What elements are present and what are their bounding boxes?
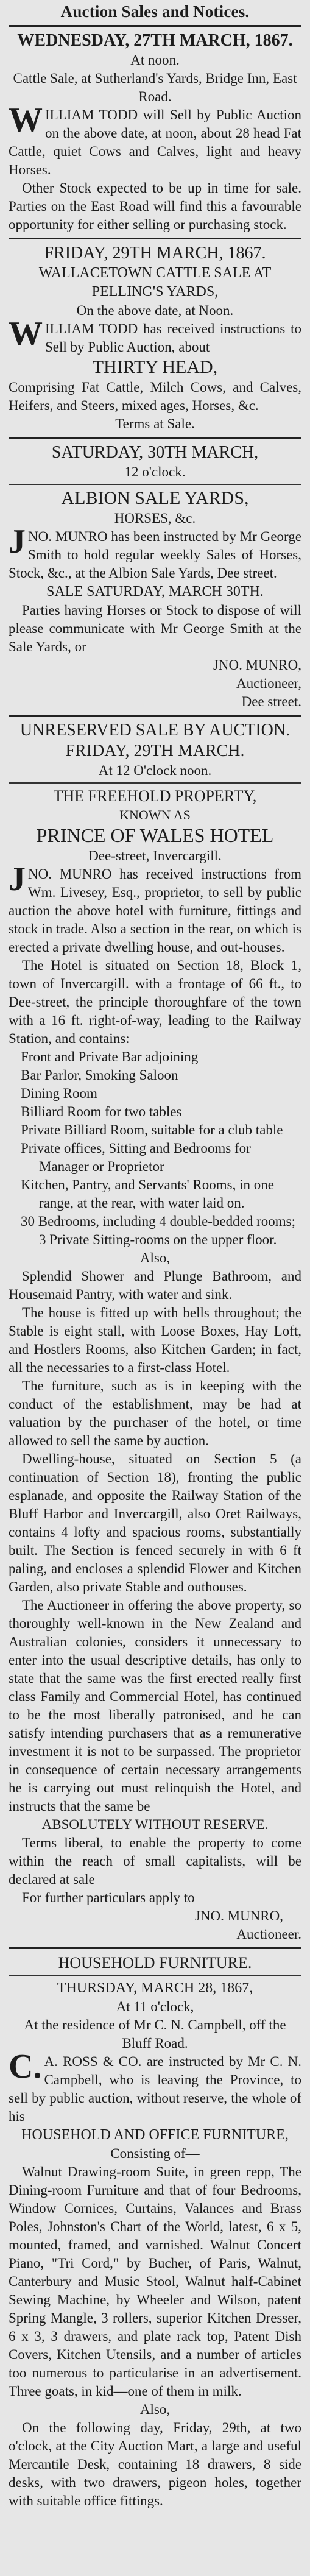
- list-item: Private offices, Sitting and Bedrooms for Manager or Proprietor: [21, 1141, 251, 1174]
- divider: [9, 1975, 301, 1976]
- ad5-date: THURSDAY, MARCH 28, 1867,: [57, 1980, 253, 1996]
- ad2-title: WALLACETOWN CATTLE SALE AT PELLING'S YARDS,: [38, 265, 272, 300]
- divider: [9, 782, 301, 784]
- divider: [9, 715, 301, 717]
- ad2-list: Comprising Fat Cattle, Milch Cows, and Calves, Heifers, and Steers, mixed ages, Horses, &c.: [9, 380, 301, 413]
- ad4-p1: JNO. MUNRO has received instructions from Wm. Livesey, Esq., proprietor, to sell by public auction the above hotel with furniture, fittings and stock in trade. Also a section in the rear, on which is erected a private dwelling house, and out-houses.: [9, 860, 301, 955]
- list-item: Front and Private Bar adjoining: [21, 1049, 199, 1064]
- ad3-body2: Parties having Horses or Stock to dispose of will please communicate with Mr George Smith at the Sale Yards, or: [9, 603, 301, 654]
- divider: [9, 1947, 301, 1949]
- room-list: [9, 1048, 301, 1249]
- ad4-title: UNRESERVED SALE BY AUCTION.: [19, 721, 291, 740]
- ad5-time: At 11 o'clock,: [116, 1999, 194, 2014]
- ad3-title: ALBION SALE YARDS,: [61, 488, 249, 508]
- ad4-p3: Splendid Shower and Plunge Bathroom, and Housemaid Pantry, with water and sink.: [9, 1269, 301, 1302]
- ad2-head: THIRTY HEAD,: [92, 357, 218, 377]
- ad3-sale: SALE SATURDAY, MARCH 30TH.: [46, 584, 264, 600]
- ad2-date: FRIDAY, 29TH MARCH, 1867.: [44, 244, 266, 263]
- ad4-p7: The Auctioneer in offering the above property, so thoroughly well-known in the New Zealand and Australian colonies, considers it unnecessary to enter into the usual descriptive details, has only to state that the same was the first erected really first class Family and Commercial Hotel, has continued to be the most liberally patronised, and he can satisfy intending purchasers that as a remunerative investment it is not to be surpassed. The proprietor in consequence of certain necessary arrangements he is carrying out must relinquish the Hotel, and instructs that the same be: [9, 1598, 301, 1814]
- ad1-place: Cattle Sale, at Sutherland's Yards, Bridge Inn, East Road.: [13, 71, 297, 104]
- ad1-date: WEDNESDAY, 27TH MARCH, 1867.: [17, 31, 293, 50]
- ad4-sig: JNO. MUNRO,: [194, 1908, 283, 1923]
- ad5-cons: Consisting of—: [110, 2146, 200, 2161]
- ad3-sig2: Auctioneer,: [236, 676, 301, 691]
- ad4-reserve: ABSOLUTELY WITHOUT RESERVE.: [41, 1817, 269, 1832]
- ad-household-furniture: [9, 1953, 301, 2510]
- ad3-body: JNO. MUNRO has been instructed by Mr George Smith to hold regular weekly Sales of Horses, Stock, &c., at the Albion Sale Yards, Dee street.: [9, 523, 301, 581]
- ad4-p5: The furniture, such as is in keeping with the conduct of the establishment, may be had at valuation by the purchaser of the hotel, or time allowed to sell the same by auction.: [9, 1378, 301, 1448]
- ad2-body: WILLIAM TODD has received instructions to Sell by Public Auction, about: [9, 315, 301, 355]
- ad2-sub: On the above date, at Noon.: [76, 303, 234, 318]
- list-item: Bar Parlor, Smoking Saloon: [21, 1067, 178, 1083]
- ad1-time: At noon.: [130, 52, 180, 68]
- ad4-p4: The house is fitted up with bells throughout; the Stable is eight stall, with Loose Boxes, Hay Loft, and Hostlers Rooms, also Kitchen Garden; in fact, all the necessaries to a first-class Hotel.: [9, 1305, 301, 1375]
- ad5-place: At the residence of Mr C. N. Campbell, off the Bluff Road.: [24, 2017, 286, 2051]
- ad4-sig2: Auctioneer.: [236, 1927, 301, 1942]
- ad3-sig: JNO. MUNRO,: [213, 657, 301, 673]
- ad3-sub: HORSES, &c.: [114, 511, 196, 526]
- ad4-p6: Dwelling-house, situated on Section 5 (a continuation of Section 18), fronting the public esplanade, and opposite the Railway Station of the Bluff Harbor and Invercargill, also Oret Railways, contains 4 lofty and spacious rooms, substantially built. The Section is fenced securely in with 6 ft paling, and encloses a splendid Flower and Kitchen Garden, also private Stable and outhouses.: [9, 1451, 301, 1594]
- ad4-p2: The Hotel is situated on Section 18, Block 1, town of Invercargill. with a frontage of 66 ft., to Dee-street, the principle thoroughfare of the town with a 16 ft. right-of-way, leading to the Railway Station, and contains:: [9, 958, 301, 1046]
- ad4-time: At 12 O'clock noon.: [98, 763, 212, 778]
- ad5-title: HOUSEHOLD FURNITURE.: [58, 1954, 252, 1972]
- ad5-head: HOUSEHOLD AND OFFICE FURNITURE,: [21, 2127, 289, 2143]
- ad4-name: PRINCE OF WALES HOTEL: [36, 824, 274, 846]
- ad1-body2: Other Stock expected to be up in time for sale. Parties on the East Road will find this a favourable opportunity for either selling or purchasing stock.: [9, 180, 301, 232]
- ad4-p9: For further particulars apply to: [22, 1890, 195, 1905]
- ad-wallacetown-cattle-sale: [9, 243, 301, 433]
- ad4-date: FRIDAY, 29TH MARCH.: [65, 741, 245, 760]
- ad5-p3: On the following day, Friday, 29th, at two o'clock, at the City Auction Mart, a large and useful Mercantile Desk, containing 18 drawers, 8 side desks, with two drawers, pigeon holes, together with suitable office fittings.: [9, 2420, 301, 2508]
- masthead-rule: [9, 25, 301, 27]
- ad4-p8: Terms liberal, to enable the property to come within the reach of small capitalists, will be declared at sale: [9, 1835, 301, 1887]
- list-item: 30 Bedrooms, including 4 double-bedded rooms; 3 Private Sitting-rooms on the upper floor.: [21, 1214, 295, 1247]
- masthead: Auction Sales and Notices.: [60, 2, 250, 21]
- ad3-time: 12 o'clock.: [124, 464, 186, 479]
- ad5-p1: C.A. ROSS & CO. are instructed by Mr C. N. Campbell, who is leaving the Province, to sell by public auction, without reserve, the whole of his: [9, 2048, 301, 2124]
- ad3-sig3: Dee street.: [241, 694, 301, 709]
- ad-cattle-sale-sutherland: [9, 30, 301, 234]
- ad-prince-of-wales-hotel: [9, 720, 301, 1944]
- list-item: Kitchen, Pantry, and Servants' Rooms, in one range, at the rear, with water laid on.: [21, 1177, 274, 1211]
- ad1-body: WILLIAM TODD will Sell by Public Auction on the above date, at noon, about 28 head Fat Cattle, quiet Cows and Calves, light and heavy Horses.: [9, 101, 301, 177]
- ad4-also: Also,: [139, 1250, 171, 1265]
- ad4-place: Dee-street, Invercargill.: [88, 848, 222, 863]
- ad5-p2: Walnut Drawing-room Suite, in green repp, The Dining-room Furniture and that of four Bedrooms, Window Cornices, Curtains, Valances and Brass Poles, Johnston's Chart of the World, latest, 6 x 5, mounted, framed, and varnished. Walnut Concert Piano, "Tri Cord," by Bucher, of Paris, Walnut, Canterbury and Music Stool, Walnut half-Cabinet Sewing Machine, by Wheeler and Wilson, patent Spring Mangle, 3 rollers, superior Kitchen Dresser, 6 x 3, 3 drawers, and plate rack top, Patent Dish Covers, Kitchen Utensils, and a number of articles too numerous to particularise in an advertisement. Three goats, in kid—one of them in milk.: [9, 2164, 301, 2399]
- list-item: Dining Room: [21, 1086, 97, 1101]
- divider: [9, 437, 301, 439]
- ad2-terms: Terms at Sale.: [115, 416, 195, 431]
- ad-albion-sale-yards: [9, 442, 301, 711]
- ad3-date: SATURDAY, 30TH MARCH,: [51, 443, 259, 462]
- divider: [9, 484, 301, 485]
- ad4-known: KNOWN AS: [119, 807, 191, 823]
- ad4-prop: THE FREEHOLD PROPERTY,: [53, 787, 257, 805]
- ad5-also: Also,: [139, 2402, 171, 2417]
- list-item: Billiard Room for two tables: [21, 1104, 182, 1119]
- list-item: Private Billiard Room, suitable for a club table: [21, 1122, 283, 1138]
- divider: [9, 238, 301, 239]
